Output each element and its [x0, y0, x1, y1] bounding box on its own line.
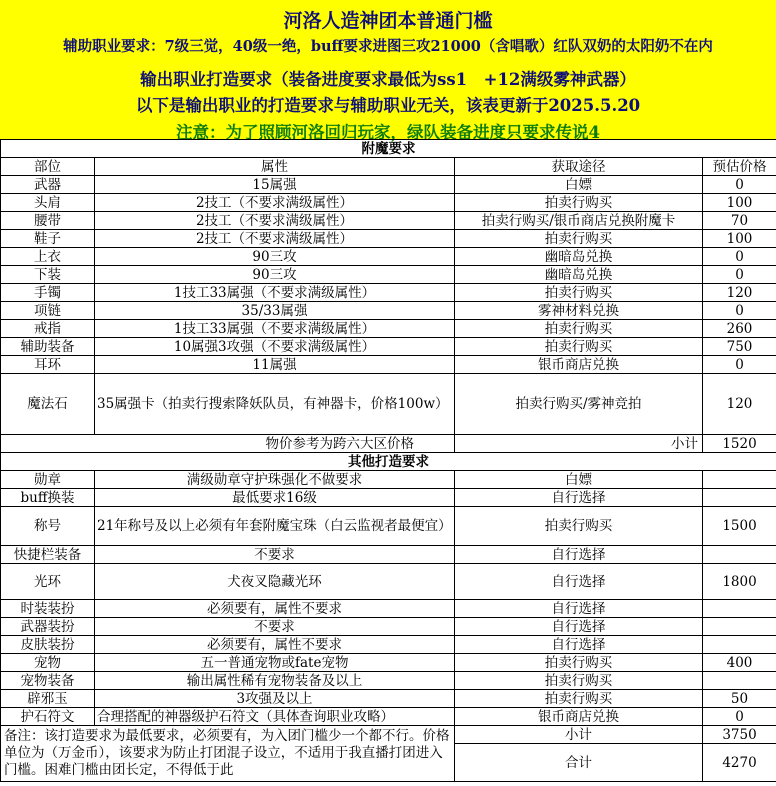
subtotal-value: 3750: [703, 726, 776, 744]
price-cell: 100: [703, 194, 776, 212]
other-section-header: [1, 453, 776, 471]
price-cell: [703, 600, 776, 618]
price-cell: 0: [703, 302, 776, 320]
source-cell: 自行选择: [455, 636, 703, 654]
attribute-cell: 2技工（不要求满级属性）: [95, 212, 455, 230]
slot-cell: 辟邪玉: [1, 690, 95, 708]
table-row: [1, 284, 776, 302]
source-cell: 拍卖行购买/银币商店兑换附魔卡: [455, 212, 703, 230]
source-cell: 幽暗岛兑换: [455, 266, 703, 284]
source-cell: 自行选择: [455, 489, 703, 507]
price-cell: 100: [703, 230, 776, 248]
section-title: 其他打造要求: [1, 453, 776, 471]
requirements-table: [0, 139, 776, 782]
price-cell: 0: [703, 176, 776, 194]
slot-cell: 头肩: [1, 194, 95, 212]
slot-cell: 下装: [1, 266, 95, 284]
attribute-cell: 输出属性稀有宠物装备及以上: [95, 672, 455, 690]
total-value: 4270: [703, 744, 776, 782]
header-attribute: 属性: [95, 158, 455, 176]
slot-cell: 皮肤装扮: [1, 636, 95, 654]
attribute-cell: 10属强3攻强（不要求满级属性）: [95, 338, 455, 356]
table-row: [1, 636, 776, 654]
subtotal-label: 小计: [455, 435, 703, 453]
attribute-cell: 15属强: [95, 176, 455, 194]
header-slot: 部位: [1, 158, 95, 176]
price-cell: [703, 636, 776, 654]
table-row: [1, 546, 776, 564]
table-row: [1, 266, 776, 284]
source-cell: 雾神材料兑换: [455, 302, 703, 320]
source-cell: 拍卖行购买: [455, 338, 703, 356]
price-cell: [703, 618, 776, 636]
attribute-cell: 犬夜叉隐藏光环: [95, 564, 455, 600]
remark-row: [1, 726, 776, 744]
attribute-cell: 35属强卡（拍卖行搜索降妖队员，有神器卡，价格100w）: [95, 374, 455, 435]
table-row: [1, 338, 776, 356]
source-cell: 自行选择: [455, 618, 703, 636]
source-cell: 自行选择: [455, 546, 703, 564]
table-row: [1, 489, 776, 507]
attribute-cell: 合理搭配的神器级护石符文（具体查询职业攻略）: [95, 708, 455, 726]
slot-cell: 时装装扮: [1, 600, 95, 618]
table-row: [1, 248, 776, 266]
attribute-cell: 90三攻: [95, 248, 455, 266]
table-row: [1, 230, 776, 248]
price-cell: 0: [703, 708, 776, 726]
slot-cell: 耳环: [1, 356, 95, 374]
price-cell: [703, 471, 776, 489]
table-row: [1, 600, 776, 618]
slot-cell: 腰带: [1, 212, 95, 230]
update-note: 以下是输出职业的打造要求与辅助职业无关，该表更新于2025.5.20: [135, 96, 641, 115]
table-row: [1, 194, 776, 212]
attribute-cell: 必须要有，属性不要求: [95, 636, 455, 654]
price-cell: 750: [703, 338, 776, 356]
page-title: 河洛人造神团本普通门槛: [283, 10, 493, 32]
attribute-cell: 必须要有，属性不要求: [95, 600, 455, 618]
source-cell: 拍卖行购买: [455, 320, 703, 338]
dps-requirement: 输出职业打造要求（装备进度要求最低为ss1 +12满级雾神武器）: [140, 70, 636, 89]
table-row: [1, 471, 776, 489]
source-cell: 拍卖行购买: [455, 284, 703, 302]
enchant-subtotal-row: [1, 435, 776, 453]
table-row: [1, 690, 776, 708]
price-cell: 120: [703, 284, 776, 302]
price-cell: 120: [703, 374, 776, 435]
table-row: [1, 672, 776, 690]
slot-cell: 武器: [1, 176, 95, 194]
source-cell: 拍卖行购买: [455, 672, 703, 690]
attribute-cell: 五一普通宠物或fate宠物: [95, 654, 455, 672]
total-label: 合计: [455, 744, 703, 782]
attribute-cell: 11属强: [95, 356, 455, 374]
table-row: [1, 302, 776, 320]
source-cell: 拍卖行购买: [455, 194, 703, 212]
table-row: [1, 654, 776, 672]
slot-cell: 勋章: [1, 471, 95, 489]
price-cell: 0: [703, 356, 776, 374]
source-cell: 幽暗岛兑换: [455, 248, 703, 266]
source-cell: 自行选择: [455, 564, 703, 600]
table-row: [1, 564, 776, 600]
slot-cell: 项链: [1, 302, 95, 320]
attribute-cell: 21年称号及以上必须有年套附魔宝珠（白云监视者最便宜）: [95, 507, 455, 546]
support-requirement: 辅助职业要求：7级三觉，40级一绝，buff要求进图三攻21000（含唱歌）红队双奶的太阳奶不在内: [63, 38, 713, 55]
price-cell: 0: [703, 248, 776, 266]
slot-cell: 戒指: [1, 320, 95, 338]
price-note: 物价参考为跨六大区价格: [1, 435, 455, 453]
slot-cell: 辅助装备: [1, 338, 95, 356]
price-cell: 1500: [703, 507, 776, 546]
slot-cell: 魔法石: [1, 374, 95, 435]
notice: 注意：为了照顾河洛回归玩家，绿队装备进度只要求传说4: [176, 123, 600, 142]
price-cell: [703, 672, 776, 690]
slot-cell: 快捷栏装备: [1, 546, 95, 564]
price-cell: 400: [703, 654, 776, 672]
attribute-cell: 3攻强及以上: [95, 690, 455, 708]
attribute-cell: 90三攻: [95, 266, 455, 284]
source-cell: 拍卖行购买: [455, 230, 703, 248]
source-cell: 自行选择: [455, 600, 703, 618]
table-row: [1, 618, 776, 636]
table-row: [1, 708, 776, 726]
source-cell: 白嫖: [455, 471, 703, 489]
source-cell: 拍卖行购买/雾神竞拍: [455, 374, 703, 435]
price-cell: 0: [703, 266, 776, 284]
price-cell: 50: [703, 690, 776, 708]
source-cell: 拍卖行购买: [455, 507, 703, 546]
header-price: 预估价格: [703, 158, 776, 176]
column-headers: [1, 158, 776, 176]
price-cell: 70: [703, 212, 776, 230]
slot-cell: 上衣: [1, 248, 95, 266]
subtotal-label: 小计: [455, 726, 703, 744]
attribute-cell: 1技工33属强（不要求满级属性）: [95, 320, 455, 338]
price-cell: [703, 489, 776, 507]
slot-cell: 宠物: [1, 654, 95, 672]
header-banner: [0, 0, 776, 142]
table-row: [1, 176, 776, 194]
source-cell: 白嫖: [455, 176, 703, 194]
attribute-cell: 35/33属强: [95, 302, 455, 320]
source-cell: 银币商店兑换: [455, 708, 703, 726]
table-row: [1, 356, 776, 374]
table-row: [1, 374, 776, 435]
slot-cell: 宠物装备: [1, 672, 95, 690]
source-cell: 拍卖行购买: [455, 690, 703, 708]
source-cell: 拍卖行购买: [455, 654, 703, 672]
table-row: [1, 212, 776, 230]
attribute-cell: 不要求: [95, 618, 455, 636]
attribute-cell: 1技工33属强（不要求满级属性）: [95, 284, 455, 302]
price-cell: [703, 546, 776, 564]
subtotal-value: 1520: [703, 435, 776, 453]
slot-cell: 手镯: [1, 284, 95, 302]
slot-cell: 武器装扮: [1, 618, 95, 636]
slot-cell: 护石符文: [1, 708, 95, 726]
slot-cell: 鞋子: [1, 230, 95, 248]
table-row: [1, 320, 776, 338]
price-cell: 260: [703, 320, 776, 338]
header-source: 获取途径: [455, 158, 703, 176]
slot-cell: buff换装: [1, 489, 95, 507]
attribute-cell: 2技工（不要求满级属性）: [95, 230, 455, 248]
table-row: [1, 507, 776, 546]
slot-cell: 光环: [1, 564, 95, 600]
attribute-cell: 2技工（不要求满级属性）: [95, 194, 455, 212]
attribute-cell: 不要求: [95, 546, 455, 564]
slot-cell: 称号: [1, 507, 95, 546]
attribute-cell: 最低要求16级: [95, 489, 455, 507]
attribute-cell: 满级勋章守护珠强化不做要求: [95, 471, 455, 489]
source-cell: 银币商店兑换: [455, 356, 703, 374]
remark-note: 备注：该打造要求为最低要求，必须要有，为入团门槛少一个都不行。价格单位为（万金币），该要求为防止打团混子设立，不适用于我直播打团进入门槛。困难门槛由团长定，不得低于此: [1, 726, 455, 782]
enchant-section-header: [1, 140, 776, 158]
price-cell: 1800: [703, 564, 776, 600]
section-title: 附魔要求: [1, 140, 776, 158]
